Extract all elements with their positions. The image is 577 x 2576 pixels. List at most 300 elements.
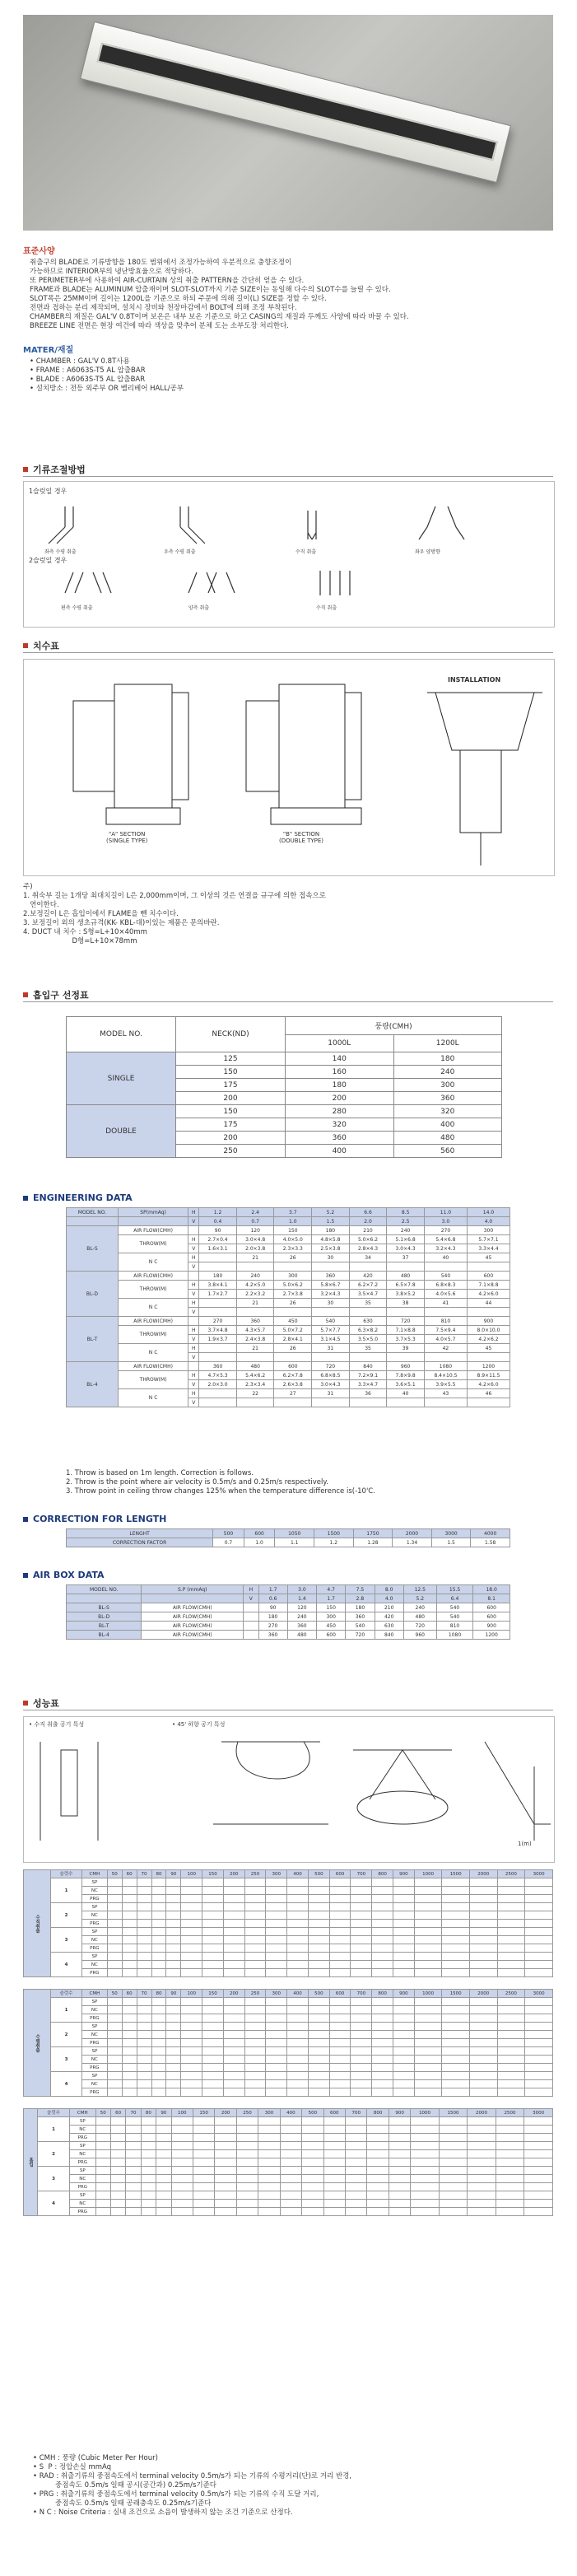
corr-factor: 1.34	[393, 1538, 432, 1547]
corr-factor: 1.0	[244, 1538, 275, 1547]
selection-cell: 175	[176, 1079, 286, 1092]
perf-cell	[323, 2175, 345, 2183]
perf-cell	[244, 1928, 266, 1936]
perf-cell	[223, 2039, 244, 2047]
perf-cell	[95, 2134, 110, 2142]
perf-cell	[244, 1961, 266, 1969]
perf-cell	[171, 2200, 193, 2208]
perf-cell	[151, 1944, 166, 1953]
perf-cell	[107, 2039, 122, 2047]
eng-cell: 6.2×7.8	[274, 1371, 312, 1380]
perf-cell	[171, 2117, 193, 2126]
perf-cell	[393, 2080, 415, 2088]
perf-cell	[414, 1936, 442, 1944]
perf-cell	[266, 1944, 287, 1953]
perf-cell	[351, 2023, 372, 2031]
perf-cell	[496, 2158, 523, 2167]
perf-rowlabel: NC	[81, 2080, 107, 2088]
spec-section	[23, 244, 553, 394]
eng-cell	[199, 1398, 237, 1407]
perf-cell	[393, 2014, 415, 2023]
perf-rowlabel: PRG	[69, 2183, 95, 2191]
perf-cell	[107, 1928, 122, 1936]
perf-cell	[141, 2117, 156, 2126]
performance-heading: 성능표	[23, 1696, 59, 1710]
perf-cell	[470, 2006, 498, 2014]
eng-hv: H	[188, 1326, 199, 1335]
perf-cell	[151, 2072, 166, 2080]
perf-cell	[525, 1887, 553, 1895]
box-header: 3.0	[287, 1585, 316, 1594]
perf-header: CMH	[69, 2109, 95, 2117]
box-cell: 240	[403, 1603, 436, 1612]
perf-cell	[497, 1887, 525, 1895]
perf-cell	[372, 1903, 393, 1911]
eng-cell: 150	[274, 1226, 312, 1235]
perf-cell	[122, 2023, 137, 2031]
perf-header: 700	[351, 1870, 372, 1878]
perf-cell	[308, 1887, 329, 1895]
box-cmh: AIR FLOW(CMH)	[142, 1612, 244, 1622]
perf-cell	[442, 1969, 470, 1977]
eng-cell: 5.7×7.1	[467, 1235, 510, 1244]
perf-cell	[156, 2208, 171, 2216]
perf-cell	[258, 2158, 280, 2167]
perf-cell	[497, 2014, 525, 2023]
downward-caption: • 45' 하향 공기 특성	[172, 1721, 226, 1728]
perf-cell	[470, 2047, 498, 2056]
perf-cell	[329, 2031, 351, 2039]
perf-rowlabel: PRG	[69, 2208, 95, 2216]
perf-rowlabel: NC	[81, 2006, 107, 2014]
perf-header: 3000	[525, 1990, 553, 1998]
perf-cell	[258, 2175, 280, 2183]
perf-cell	[181, 1878, 202, 1887]
perf-cell	[329, 1911, 351, 1920]
legend-line: • S P : 정압손실 mmAq	[33, 2463, 112, 2471]
perf-cell	[202, 1953, 224, 1961]
eng-cell	[199, 1299, 237, 1308]
perf-cell	[107, 1887, 122, 1895]
perf-cell	[107, 1998, 122, 2006]
perf-cell	[166, 1944, 181, 1953]
perf-cell	[287, 1920, 309, 1928]
perf-cell	[193, 2175, 214, 2183]
perf-cell	[393, 1911, 415, 1920]
perf-cell	[258, 2150, 280, 2158]
eng-cell: 630	[349, 1317, 387, 1326]
perf-cell	[372, 1911, 393, 1920]
perf-slot: 3	[51, 1928, 82, 1953]
eng-header: 8.5	[387, 1208, 425, 1217]
perf-cell	[346, 2167, 367, 2175]
selection-cell: 200	[286, 1092, 394, 1105]
perf-cell	[525, 1878, 553, 1887]
caption2-vertical: 수직 취출	[316, 605, 337, 611]
corr-length: 1750	[353, 1529, 393, 1538]
perf-cell	[137, 1998, 151, 2006]
perf-slot: 1	[51, 1998, 82, 2023]
eng-cell: 3.5×4.7	[349, 1290, 387, 1299]
eng-cell: 3.3×4.7	[349, 1380, 387, 1389]
perf-cell	[137, 2039, 151, 2047]
perf-cell	[126, 2208, 141, 2216]
selection-cell: 250	[176, 1145, 286, 1158]
eng-cell: 1.7×2.7	[199, 1290, 237, 1299]
selection-cell: 200	[176, 1132, 286, 1145]
perf-cell	[223, 2023, 244, 2031]
perf-cell	[215, 2183, 236, 2191]
perf-cell	[525, 1953, 553, 1961]
perf-header: 100	[171, 2109, 193, 2117]
perf-cell	[223, 1928, 244, 1936]
eng-cell: 420	[349, 1272, 387, 1281]
eng-cell	[236, 1308, 274, 1317]
perf-cell	[308, 2023, 329, 2031]
perf-cell	[470, 1998, 498, 2006]
perf-cell	[280, 2200, 301, 2208]
eng-cell: 34	[349, 1253, 387, 1262]
perf-cell	[236, 2142, 258, 2150]
perf-cell	[372, 1944, 393, 1953]
perf-cell	[372, 2088, 393, 2097]
perf-cell	[181, 1969, 202, 1977]
perf-cell	[244, 1903, 266, 1911]
perf-cell	[323, 2126, 345, 2134]
perf-cell	[166, 1928, 181, 1936]
perf-cell	[468, 2142, 496, 2150]
box-cell: 540	[436, 1603, 473, 1612]
section-a-label: "A" SECTION (SINGLE TYPE)	[106, 831, 148, 844]
eng-cell	[199, 1253, 237, 1262]
perf-cell	[236, 2208, 258, 2216]
box-model: BL-D	[67, 1612, 142, 1622]
perf-cell	[287, 2064, 309, 2072]
perf-cell	[202, 1895, 224, 1903]
perf-cell	[346, 2175, 367, 2183]
selection-cell: 150	[176, 1105, 286, 1118]
eng-cell: 4.3×5.7	[236, 1326, 274, 1335]
perf-cell	[302, 2126, 323, 2134]
perf-cell	[137, 1911, 151, 1920]
perf-cell	[95, 2208, 110, 2216]
corr-length: 1050	[275, 1529, 314, 1538]
eng-cell	[274, 1353, 312, 1362]
perf-rowlabel: PRG	[81, 1944, 107, 1953]
box-cell: 210	[375, 1603, 403, 1612]
perf-cell	[470, 1911, 498, 1920]
selection-cell: 480	[393, 1132, 502, 1145]
perf-header: 400	[280, 2109, 301, 2117]
perf-cell	[107, 2088, 122, 2097]
perf-cell	[393, 1895, 415, 1903]
eng-row-label: AIR FLOW(CMH)	[118, 1362, 188, 1371]
perf-header: 60	[122, 1870, 137, 1878]
perf-cell	[470, 1936, 498, 1944]
perf-cell	[468, 2183, 496, 2191]
selection-cell: 300	[393, 1079, 502, 1092]
throw-diagrams	[24, 1717, 554, 1862]
engineering-notes	[66, 1469, 527, 1496]
perf-cell	[442, 1961, 470, 1969]
material-list	[30, 357, 553, 394]
eng-v: 1.5	[312, 1217, 350, 1226]
eng-v: 0.7	[236, 1217, 274, 1226]
perf-cell	[141, 2175, 156, 2183]
perf-cell	[244, 1895, 266, 1903]
perf-rowlabel: PRG	[69, 2134, 95, 2142]
perf-cell	[107, 1903, 122, 1911]
perf-cell	[525, 2039, 553, 2047]
corr-factor: 0.7	[213, 1538, 244, 1547]
perf-cell	[389, 2142, 410, 2150]
perf-cell	[287, 2006, 309, 2014]
corr-length: 1500	[314, 1529, 354, 1538]
perf-cell	[525, 1969, 553, 1977]
perf-rowlabel: NC	[81, 1911, 107, 1920]
perf-cell	[280, 2150, 301, 2158]
eng-cell: 540	[424, 1272, 467, 1281]
eng-cell: 4.0×5.0	[274, 1235, 312, 1244]
perf-cell	[367, 2158, 389, 2167]
perf-cell	[193, 2208, 214, 2216]
perf-cell	[414, 1928, 442, 1936]
perf-cell	[439, 2150, 467, 2158]
perf-cell	[367, 2175, 389, 2183]
dims-note: D형=L+10×78mm	[23, 937, 137, 945]
perf-cell	[137, 1878, 151, 1887]
perf-cell	[442, 1878, 470, 1887]
perf-cell	[393, 2056, 415, 2064]
dims-note: 1. 취숙부 길는 1개당 최대치길이 L은 2,000mm이며, 그 이상의 것은 연결을 규구에 의한 접속으로	[23, 892, 326, 900]
box-cell: 450	[317, 1622, 346, 1631]
perf-header: 90	[166, 1990, 181, 1998]
perf-cell	[414, 2031, 442, 2039]
perf-cell	[181, 1887, 202, 1895]
perf-cell	[181, 2039, 202, 2047]
box-blank	[244, 1622, 258, 1631]
perf-cell	[308, 1998, 329, 2006]
perf-cell	[141, 2183, 156, 2191]
perf-cell	[287, 2056, 309, 2064]
corr-length: 2000	[393, 1529, 432, 1538]
perf-header: 2000	[470, 1870, 498, 1878]
perf-cell	[266, 1920, 287, 1928]
eng-blank	[188, 1226, 199, 1235]
perf-cell	[497, 1928, 525, 1936]
perf-cell	[137, 1969, 151, 1977]
perf-cell	[202, 2006, 224, 2014]
eng-header: 2.4	[236, 1208, 274, 1217]
perf-cell	[302, 2200, 323, 2208]
perf-cell	[351, 1936, 372, 1944]
perf-cell	[126, 2191, 141, 2200]
eng-cell: 30	[312, 1253, 350, 1262]
perf-cell	[166, 2039, 181, 2047]
perf-cell	[266, 1887, 287, 1895]
eng-cell: 2.2×3.2	[236, 1290, 274, 1299]
perf-cell	[351, 1878, 372, 1887]
box-v: 4.0	[375, 1594, 403, 1603]
eng-row-label: AIR FLOW(CMH)	[118, 1272, 188, 1281]
dims-drawing-panel	[23, 659, 555, 876]
perf-cell	[171, 2167, 193, 2175]
perf-cell	[351, 1961, 372, 1969]
perf-cell	[411, 2158, 439, 2167]
perf-cell	[151, 1911, 166, 1920]
perf-slot: 1	[38, 2117, 70, 2142]
eng-hv: H	[188, 1281, 199, 1290]
caption-right-horizontal: 우측 수평 취출	[164, 549, 196, 555]
eng-hv: H	[188, 1371, 199, 1380]
eng-cell: 45	[467, 1344, 510, 1353]
perf-cell	[202, 2039, 224, 2047]
perf-cell	[470, 1920, 498, 1928]
perf-cell	[393, 1920, 415, 1928]
perf-cell	[414, 2006, 442, 2014]
perf-cell	[393, 1953, 415, 1961]
perf-cell	[308, 1920, 329, 1928]
perf-cell	[372, 2080, 393, 2088]
perf-header: 60	[110, 2109, 125, 2117]
perf-cell	[223, 1920, 244, 1928]
perf-header: CMH	[81, 1990, 107, 1998]
perf-cell	[141, 2208, 156, 2216]
perf-cell	[215, 2167, 236, 2175]
perf-cell	[372, 1969, 393, 1977]
eng-cell	[387, 1262, 425, 1272]
perf-cell	[181, 1903, 202, 1911]
perf-cell	[202, 1936, 224, 1944]
perf-cell	[223, 2072, 244, 2080]
perf-cell	[236, 2150, 258, 2158]
perf-cell	[372, 2056, 393, 2064]
perf-cell	[442, 2006, 470, 2014]
perf-cell	[223, 1944, 244, 1953]
box-cell: 420	[375, 1612, 403, 1622]
perf-cell	[308, 1878, 329, 1887]
perf-cell	[181, 1928, 202, 1936]
perf-cell	[414, 1920, 442, 1928]
perf-cell	[181, 1911, 202, 1920]
eng-cell: 3.1×4.5	[312, 1335, 350, 1344]
perf-cell	[122, 1969, 137, 1977]
perf-cell	[497, 1920, 525, 1928]
perf-cell	[346, 2134, 367, 2142]
perf-cell	[266, 1878, 287, 1887]
eng-row-label: AIR FLOW(CMH)	[118, 1317, 188, 1326]
perf-cell	[107, 1911, 122, 1920]
perf-cell	[181, 1944, 202, 1953]
perf-cell	[287, 2031, 309, 2039]
perf-header: 2500	[497, 1870, 525, 1878]
perf-cell	[202, 1903, 224, 1911]
perf-cell	[156, 2183, 171, 2191]
perf-cell	[181, 1920, 202, 1928]
eng-blank	[188, 1272, 199, 1281]
perf-cell	[107, 2056, 122, 2064]
perf-cell	[166, 2006, 181, 2014]
perf-cell	[110, 2142, 125, 2150]
perf-cell	[411, 2167, 439, 2175]
eng-blank	[188, 1362, 199, 1371]
perf-cell	[236, 2175, 258, 2183]
perf-cell	[497, 2072, 525, 2080]
perf-header: 1000	[414, 1870, 442, 1878]
perf-cell	[95, 2126, 110, 2134]
perf-header: 70	[137, 1870, 151, 1878]
perf-cell	[223, 2080, 244, 2088]
eng-cell: 46	[467, 1389, 510, 1398]
perf-header: 500	[302, 2109, 323, 2117]
perf-cell	[215, 2208, 236, 2216]
perf-cell	[439, 2175, 467, 2183]
dims-note: 연이한다.	[23, 901, 59, 909]
perf-cell	[468, 2134, 496, 2142]
perf-cell	[351, 2039, 372, 2047]
box-v: 0.6	[258, 1594, 287, 1603]
perf-cell	[122, 1928, 137, 1936]
perf-cell	[470, 2080, 498, 2088]
perf-cell	[389, 2126, 410, 2134]
perf-header: 70	[126, 2109, 141, 2117]
box-cell: 180	[346, 1603, 375, 1612]
airflow-diagram-panel	[23, 481, 555, 628]
perf-cell	[302, 2142, 323, 2150]
perf-cell	[468, 2167, 496, 2175]
perf-cell	[202, 1969, 224, 1977]
perf-cell	[223, 2088, 244, 2097]
perf-cell	[323, 2208, 345, 2216]
perf-cell	[181, 1998, 202, 2006]
perf-cell	[141, 2126, 156, 2134]
perf-cell	[372, 2006, 393, 2014]
perf-header: 1500	[442, 1990, 470, 1998]
perf-cell	[156, 2126, 171, 2134]
eng-cell: 6.3×8.2	[349, 1326, 387, 1335]
perf-cell	[166, 2031, 181, 2039]
perf-cell	[107, 2064, 122, 2072]
caption-both: 좌우 양방향	[415, 549, 440, 555]
perf-header: 800	[372, 1990, 393, 1998]
perf-cell	[524, 2208, 553, 2216]
spec-line: 취출구의 BLADE로 기류방향을 180도 범위에서 조정가능하여 우분적으로 충향조정이	[30, 259, 292, 267]
perf-cell	[442, 1953, 470, 1961]
perf-header: 60	[122, 1990, 137, 1998]
perf-cell	[215, 2126, 236, 2134]
eng-cell: 27	[274, 1389, 312, 1398]
eng-cell	[312, 1353, 350, 1362]
perf-cell	[525, 1936, 553, 1944]
perf-cell	[223, 1911, 244, 1920]
selection-cell: 140	[286, 1052, 394, 1066]
eng-header: H	[188, 1208, 199, 1217]
box-cell: 240	[287, 1612, 316, 1622]
legend	[33, 2454, 543, 2518]
perf-cell	[346, 2183, 367, 2191]
material-title: MATER/재질	[23, 346, 74, 355]
perf-cell	[244, 2039, 266, 2047]
perf-cell	[329, 1920, 351, 1928]
perf-cell	[351, 1998, 372, 2006]
perf-cell	[497, 1911, 525, 1920]
box-cell: 720	[346, 1631, 375, 1640]
perf-cell	[244, 1953, 266, 1961]
perf-cell	[166, 1903, 181, 1911]
performance-tables	[23, 1869, 553, 2228]
perf-header: 100	[181, 1870, 202, 1878]
eng-cell: 720	[387, 1317, 425, 1326]
